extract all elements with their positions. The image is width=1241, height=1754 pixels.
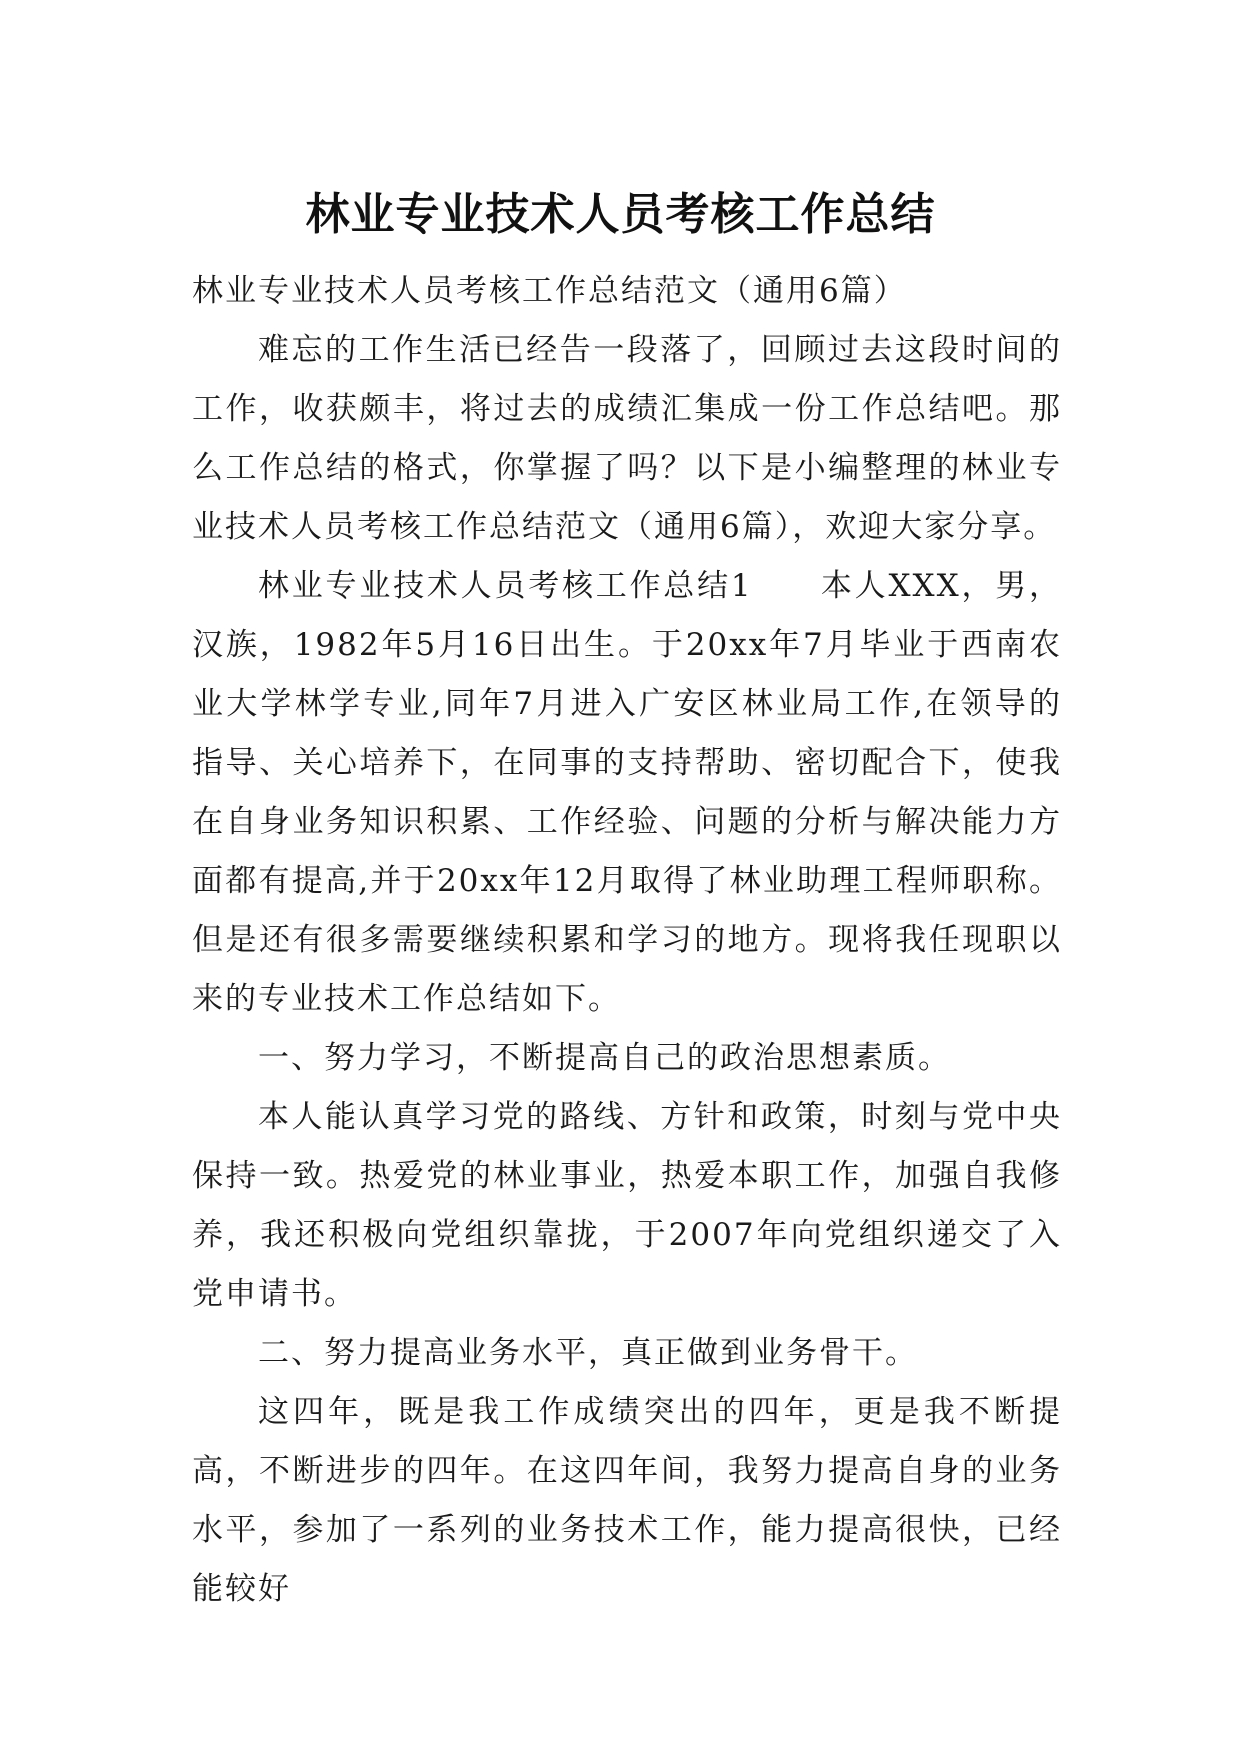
document-title: 林业专业技术人员考核工作总结: [305, 189, 936, 241]
section-heading-1: 一、努力学习，不断提高自己的政治思想素质。: [258, 1040, 951, 1076]
paragraph-summary-1: 林业专业技术人员考核工作总结1 本人XXX，男，汉族，1982年5月16日出生。于20xx年7月毕业于西南农业大学林学专业,同年7月进入广安区林业局工作,在领导的指导、关心培养下，在同事的支持帮助、密切配合下，使我在自身业务知识积累、工作经验、问题的分析与解决能力方面都有提高,并于20xx年12月取得了林业助理工程师职称。但是还有很多需要继续积累和学习的地方。现将我任现职以来的专业技术工作总结如下。: [192, 568, 1062, 1017]
paragraph-business: 这四年，既是我工作成绩突出的四年，更是我不断提高，不断进步的四年。在这四年间，我努力提高自身的业务水平，参加了一系列的业务技术工作，能力提高很快，已经能较好: [192, 1394, 1062, 1607]
paragraph-intro: 难忘的工作生活已经告一段落了，回顾过去这段时间的工作，收获颇丰，将过去的成绩汇集成一份工作总结吧。那么工作总结的格式，你掌握了吗？以下是小编整理的林业专业技术人员考核工作总结范文（通用6篇），欢迎大家分享。: [192, 332, 1062, 545]
document-body: [192, 262, 1062, 1619]
paragraph-politics: 本人能认真学习党的路线、方针和政策，时刻与党中央保持一致。热爱党的林业事业，热爱本职工作，加强自我修养，我还积极向党组织靠拢，于2007年向党组织递交了入党申请书。: [192, 1099, 1062, 1312]
paragraph-subtitle: 林业专业技术人员考核工作总结范文（通用6篇）: [192, 273, 907, 309]
section-heading-2: 二、努力提高业务水平，真正做到业务骨干。: [258, 1335, 918, 1371]
